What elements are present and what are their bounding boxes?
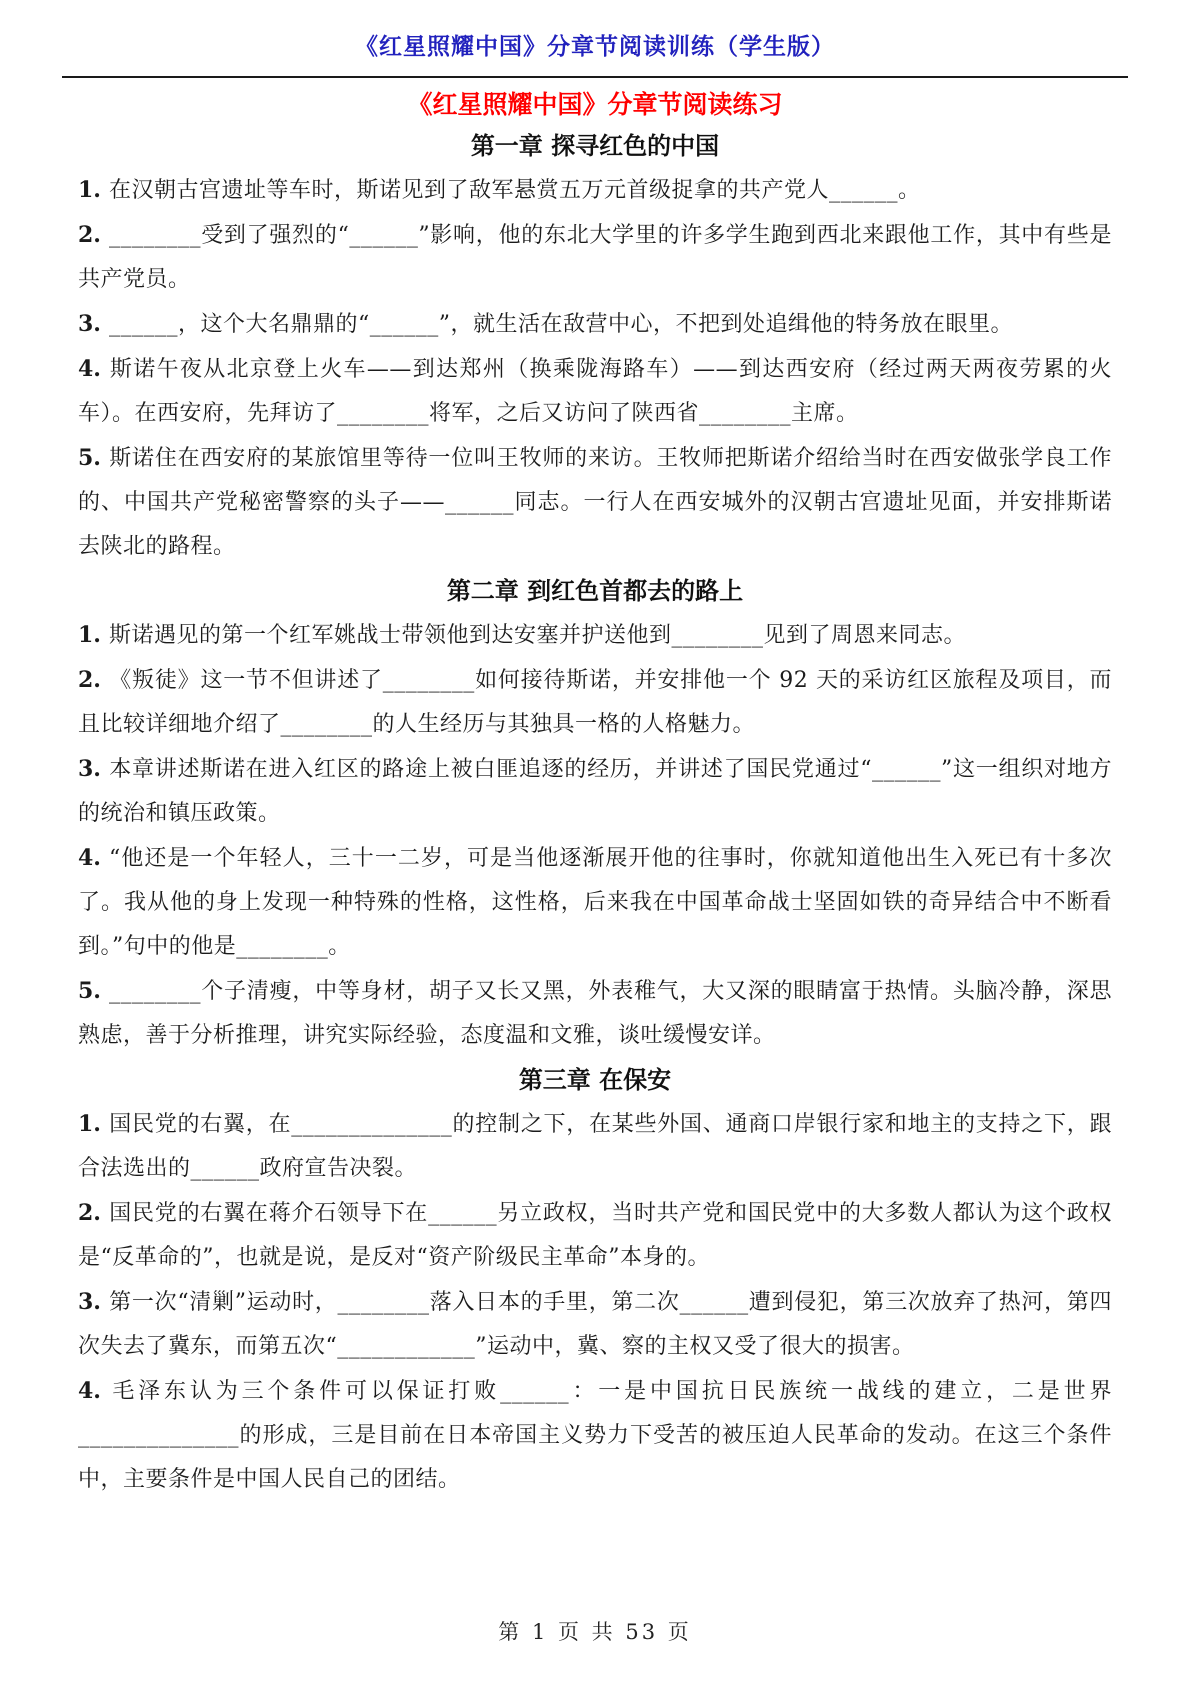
question-item [78, 302, 1112, 347]
page-number: 第 1 页 共 53 页 [498, 1620, 692, 1644]
question-item [78, 347, 1112, 436]
item-number: 1. [78, 1111, 101, 1137]
item-number: 3. [78, 1289, 101, 1315]
item-text: 本章讲述斯诺在进入红区的路途上被白匪追逐的经历，并讲述了国民党通过“______”这一组织对地方的统治和镇压政策。 [78, 757, 1112, 826]
item-text: 《叛徒》这一节不但讲述了________如何接待斯诺，并安排他一个 92 天的采访红区旅程及项目，而且比较详细地介绍了________的人生经历与其独具一格的人格魅力。 [78, 668, 1112, 737]
item-text: ________受到了强烈的“______”影响，他的东北大学里的许多学生跑到西北来跟他工作，其中有些是共产党员。 [78, 223, 1112, 292]
chapter-heading: 第三章 在保安 [518, 1066, 672, 1094]
item-text: 斯诺遇见的第一个红军姚战士带领他到达安塞并护送他到________见到了周恩来同志。 [108, 623, 966, 648]
item-number: 5. [78, 445, 101, 471]
item-text: 在汉朝古宫遗址等车时，斯诺见到了敌军悬赏五万元首级捉拿的共产党人______。 [108, 178, 921, 203]
item-text: 国民党的右翼在蒋介石领导下在______另立政权，当时共产党和国民党中的大多数人都认为这个政权是“反革命的”，也就是说，是反对“资产阶级民主革命”本身的。 [78, 1201, 1112, 1270]
item-text: 斯诺住在西安府的某旅馆里等待一位叫王牧师的来访。王牧师把斯诺介绍给当时在西安做张学良工作的、中国共产党秘密警察的头子——______同志。一行人在西安城外的汉朝古宫遗址见面，并安排斯诺去陕北的路程。 [78, 446, 1112, 559]
item-text: 第一次“清剿”运动时，________落入日本的手里，第二次______遭到侵犯，第三次放弃了热河，第四次失去了冀东，而第五次“____________”运动中，冀、察的主权又受了很大的损害。 [78, 1290, 1112, 1359]
header-divider [62, 76, 1128, 78]
chapter-heading: 第二章 到红色首都去的路上 [446, 577, 744, 605]
item-number: 2. [78, 1200, 101, 1226]
question-item [78, 168, 1112, 213]
item-text: ________个子清瘦，中等身材，胡子又长又黑，外表稚气，大又深的眼睛富于热情。头脑冷静，深思熟虑，善于分析推理，讲究实际经验，态度温和文雅，谈吐缓慢安详。 [78, 979, 1112, 1048]
item-number: 4. [78, 845, 101, 871]
question-item [78, 436, 1112, 569]
item-number: 1. [78, 622, 101, 648]
item-number: 3. [78, 311, 101, 337]
question-item [78, 1280, 1112, 1369]
content [78, 124, 1112, 1502]
document-header-title: 《红星照耀中国》分章节阅读训练（学生版） [355, 34, 835, 60]
question-item [78, 969, 1112, 1058]
chapter-heading: 第一章 探寻红色的中国 [470, 132, 720, 160]
item-number: 5. [78, 978, 101, 1004]
item-number: 4. [78, 1378, 101, 1404]
question-item [78, 658, 1112, 747]
item-number: 2. [78, 222, 101, 248]
item-text: 国民党的右翼，在______________的控制之下，在某些外国、通商口岸银行家和地主的支持之下，跟合法选出的______政府宣告决裂。 [78, 1112, 1112, 1181]
question-item [78, 1102, 1112, 1191]
question-item [78, 836, 1112, 969]
item-text: 斯诺午夜从北京登上火车——到达郑州（换乘陇海路车）——到达西安府（经过两天两夜劳累的火车）。在西安府，先拜访了________将军，之后又访问了陕西省________主席。 [78, 357, 1112, 426]
item-number: 3. [78, 756, 101, 782]
question-item [78, 747, 1112, 836]
item-text: ______，这个大名鼎鼎的“______”，就生活在敌营中心，不把到处追缉他的特务放在眼里。 [108, 312, 1013, 337]
question-item [78, 613, 1112, 658]
item-number: 4. [78, 356, 101, 382]
item-text: “他还是一个年轻人，三十一二岁，可是当他逐渐展开他的往事时，你就知道他出生入死已有十多次了。我从他的身上发现一种特殊的性格，这性格，后来我在中国革命战士坚固如铁的奇异结合中不断看到。”句中的他是________。 [78, 846, 1112, 959]
item-number: 2. [78, 667, 101, 693]
question-item [78, 213, 1112, 302]
page-title: 《红星照耀中国》分章节阅读练习 [407, 90, 783, 119]
question-item [78, 1191, 1112, 1280]
item-number: 1. [78, 177, 101, 203]
item-text: 毛泽东认为三个条件可以保证打败______：一是中国抗日民族统一战线的建立，二是世界______________的形成，三是目前在日本帝国主义势力下受苦的被压迫人民革命的发动。在这三个条件中，主要条件是中国人民自己的团结。 [78, 1379, 1112, 1492]
question-item [78, 1369, 1112, 1502]
